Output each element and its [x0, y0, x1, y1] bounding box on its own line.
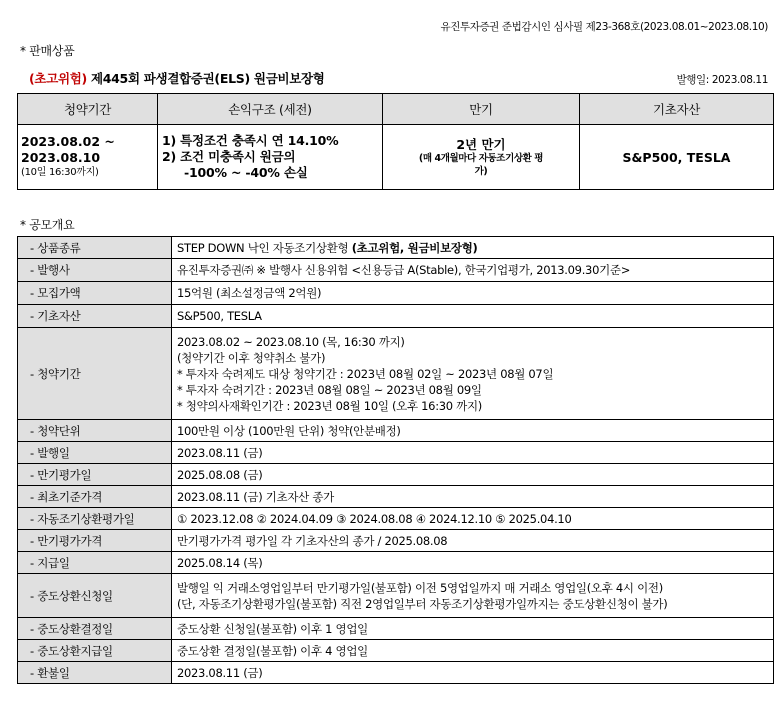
value-mid-decision: 중도상환 신청일(불포함) 이후 1 영업일 — [172, 618, 774, 640]
row-refund — [18, 662, 774, 684]
row-maturity-eval — [18, 464, 774, 486]
summary-period-cell — [18, 125, 158, 190]
mid-request-line-2: (단, 자동조기상환평가일(불포함) 직전 2영업일부터 자동조기상환평가일까지는 중도상환신청이 불가) — [177, 596, 668, 611]
row-subscription — [18, 328, 774, 420]
label-amount: - 모집가액 — [18, 282, 172, 305]
label-maturity-eval: - 만기평가일 — [18, 464, 172, 486]
risk-tag: (초고위험) — [29, 71, 87, 86]
payoff-line-2: 2) 조건 미충족시 원금의 — [162, 149, 296, 164]
row-payment-date — [18, 552, 774, 574]
label-maturity-price: - 만기평가가격 — [18, 530, 172, 552]
subscription-line-1: 2023.08.02 ~ 2023.08.10 (목, 16:30 까지) — [177, 334, 405, 349]
product-name: 제445회 파생결합증권(ELS) 원금비보장형 — [86, 71, 325, 86]
product-title — [29, 69, 325, 87]
label-mid-request: - 중도상환신청일 — [18, 574, 172, 618]
label-unit: - 청약단위 — [18, 420, 172, 442]
payoff-line-3: -100% ~ -40% 손실 — [184, 165, 308, 180]
label-mid-decision: - 중도상환결정일 — [18, 618, 172, 640]
value-payment-date: 2025.08.14 (목) — [172, 552, 774, 574]
header-underlying: 기초자산 — [580, 94, 774, 125]
label-initial-price: - 최초기준가격 — [18, 486, 172, 508]
label-early-redemption: - 자동조기상환평가일 — [18, 508, 172, 530]
maturity-main: 2년 만기 — [456, 136, 506, 152]
subscription-line-2: (청약기간 이후 청약취소 불가) — [177, 350, 326, 365]
review-number: 유진투자증권 준법감시인 심사필 제23-368호(2023.08.01~2023.08.10) — [440, 21, 768, 33]
label-mid-payment: - 중도상환지급일 — [18, 640, 172, 662]
row-early-redemption — [18, 508, 774, 530]
value-maturity-eval: 2025.08.08 (금) — [172, 464, 774, 486]
row-mid-payment — [18, 640, 774, 662]
product-type-risk: (초고위험, 원금비보장형) — [351, 240, 478, 255]
summary-maturity-cell — [383, 125, 580, 190]
value-issuer: 유진투자증권㈜ ※ 발행사 신용위험 <신용등급 A(Stable), 한국기업평가, 2013.09.30기준> — [172, 259, 774, 282]
subscription-line-5: * 청약의사재확인기간 : 2023년 08월 10일 (오후 16:30 까지) — [177, 398, 482, 413]
row-mid-decision — [18, 618, 774, 640]
value-subscription — [172, 328, 774, 420]
row-underlying — [18, 305, 774, 328]
summary-table — [17, 93, 774, 190]
value-underlying: S&P500, TESLA — [172, 305, 774, 328]
row-initial-price — [18, 486, 774, 508]
period-line-2: 2023.08.10 — [21, 150, 101, 165]
maturity-note-2: 가) — [474, 165, 488, 177]
value-initial-price: 2023.08.11 (금) 기초자산 종가 — [172, 486, 774, 508]
row-product-type — [18, 237, 774, 259]
value-mid-payment: 중도상환 결정일(불포함) 이후 4 영업일 — [172, 640, 774, 662]
issue-date: 발행일: 2023.08.11 — [676, 74, 768, 86]
period-line-1: 2023.08.02 ~ — [21, 134, 115, 149]
product-type-text: STEP DOWN 낙인 자동조기상환형 — [177, 240, 352, 255]
value-refund: 2023.08.11 (금) — [172, 662, 774, 684]
label-product-type: - 상품종류 — [18, 237, 172, 259]
value-mid-request — [172, 574, 774, 618]
row-issuer — [18, 259, 774, 282]
maturity-note-1: (매 4개월마다 자동조기상환 평 — [418, 152, 544, 164]
label-issue-date: - 발행일 — [18, 442, 172, 464]
row-maturity-price — [18, 530, 774, 552]
header-maturity: 만기 — [383, 94, 580, 125]
label-payment-date: - 지급일 — [18, 552, 172, 574]
row-amount — [18, 282, 774, 305]
summary-payoff-cell — [158, 125, 383, 190]
header-period: 청약기간 — [18, 94, 158, 125]
value-early-redemption: ① 2023.12.08 ② 2024.04.09 ③ 2024.08.08 ④ 2024.12.10 ⑤ 2025.04.10 — [172, 508, 774, 530]
value-issue-date: 2023.08.11 (금) — [172, 442, 774, 464]
row-unit — [18, 420, 774, 442]
value-product-type — [172, 237, 774, 259]
subscription-line-4: * 투자자 숙려기간 : 2023년 08월 08일 ~ 2023년 08월 09일 — [177, 382, 482, 397]
label-issuer: - 발행사 — [18, 259, 172, 282]
label-subscription: - 청약기간 — [18, 328, 172, 420]
section-title-products: * 판매상품 — [20, 44, 75, 58]
summary-underlying-cell: S&P500, TESLA — [580, 125, 774, 190]
overview-table — [17, 236, 774, 684]
subscription-line-3: * 투자자 숙려제도 대상 청약기간 : 2023년 08월 02일 ~ 2023년 08월 07일 — [177, 366, 554, 381]
value-amount: 15억원 (최소설정금액 2억원) — [172, 282, 774, 305]
row-mid-request — [18, 574, 774, 618]
header-payoff: 손익구조 (세전) — [158, 94, 383, 125]
period-note: (10일 16:30까지) — [21, 167, 99, 178]
row-issue-date — [18, 442, 774, 464]
label-refund: - 환불일 — [18, 662, 172, 684]
value-maturity-price: 만기평가가격 평가일 각 기초자산의 종가 / 2025.08.08 — [172, 530, 774, 552]
value-unit: 100만원 이상 (100만원 단위) 청약(안분배정) — [172, 420, 774, 442]
mid-request-line-1: 발행일 익 거래소영업일부터 만기평가일(불포함) 이전 5영업일까지 매 거래소 영업일(오후 4시 이전) — [177, 580, 663, 595]
section-title-overview: * 공모개요 — [20, 218, 75, 232]
label-underlying: - 기초자산 — [18, 305, 172, 328]
payoff-line-1: 1) 특정조건 충족시 연 14.10% — [162, 133, 339, 148]
